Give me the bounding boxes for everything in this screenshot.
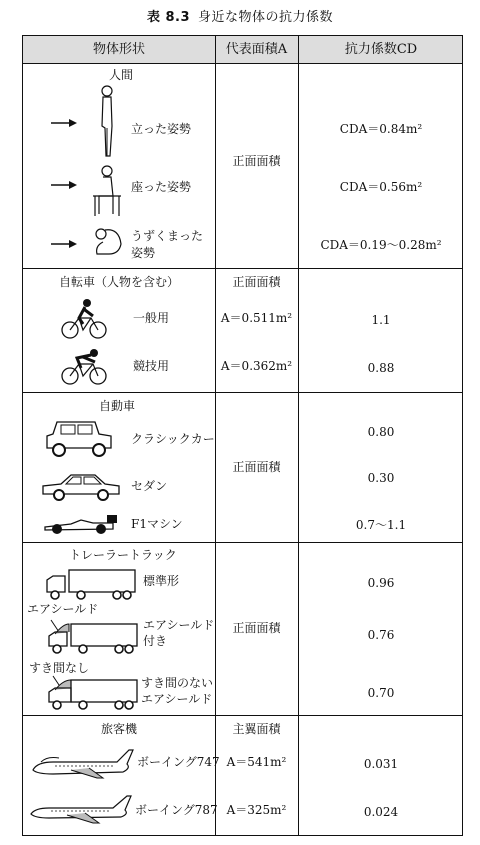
human-area: 正面面積	[232, 154, 281, 168]
plane-cd-787: 0.024	[363, 805, 399, 819]
group-title-car: 自動車	[99, 399, 136, 413]
arrow-icon	[51, 239, 77, 249]
car-cd-f1: 0.7〜1.1	[355, 518, 407, 532]
plane-area-747: A＝541m²	[226, 755, 287, 769]
arrow-icon	[51, 180, 77, 190]
table-caption	[0, 6, 480, 25]
group-title-plane: 旅客機	[101, 722, 138, 736]
car-label-f1: F1マシン	[131, 517, 183, 531]
airshield-truck-icon	[45, 618, 141, 656]
group-title-bicycle: 自転車（人物を含む）	[59, 275, 180, 289]
truck-cd-standard: 0.96	[367, 576, 395, 590]
bicycle-cd-general: 1.1	[371, 313, 391, 327]
group-title-human: 人間	[109, 68, 134, 82]
human-cd-crouching: CDA＝0.19〜0.28m²	[320, 238, 442, 252]
truck-cd-airshield: 0.76	[367, 628, 395, 642]
car-label-sedan: セダン	[131, 479, 168, 493]
truck-label-airshield-2: 付き	[143, 634, 168, 648]
table-header	[23, 36, 462, 64]
human-cd-sitting: CDA＝0.56m²	[339, 180, 423, 194]
truck-tag-airshield: エアシールド	[27, 602, 99, 616]
human-label-standing: 立った姿勢	[131, 122, 192, 136]
truck-label-no-gap-2: エアシールド	[141, 692, 213, 706]
truck-label-no-gap-1: すき間のない	[141, 676, 214, 690]
car-cd-sedan: 0.30	[367, 471, 395, 485]
header-shape: 物体形状	[92, 42, 145, 57]
car-cd-classic: 0.80	[367, 425, 395, 439]
bicycle-label-general: 一般用	[133, 311, 170, 325]
truck-area: 正面面積	[232, 621, 281, 635]
standard-truck-icon	[45, 568, 137, 602]
racing-bicycle-icon	[61, 346, 107, 386]
car-label-classic: クラシックカー	[131, 432, 215, 446]
plane-label-747: ボーイング747	[137, 755, 220, 769]
car-area: 正面面積	[232, 460, 281, 474]
bicycle-area: 正面面積	[232, 275, 281, 289]
bicycle-label-racing: 競技用	[133, 359, 170, 373]
human-label-sitting: 座った姿勢	[131, 180, 192, 194]
human-label-crouching-2: 姿勢	[131, 246, 156, 260]
table-number: 表 8.3	[146, 10, 191, 25]
table-title: 身近な物体の抗力係数	[198, 10, 334, 25]
truck-label-standard: 標準形	[143, 574, 180, 588]
boeing-787-icon	[29, 792, 133, 826]
truck-cd-no-gap: 0.70	[367, 686, 395, 700]
arrow-icon	[51, 118, 77, 128]
header-area: 代表面積A	[225, 42, 288, 57]
drag-coefficient-table	[22, 35, 463, 836]
standing-person-icon	[95, 84, 119, 160]
bicycle-area-general: A＝0.511m²	[220, 311, 293, 325]
boeing-747-icon	[31, 744, 135, 782]
plane-cd-747: 0.031	[363, 757, 399, 771]
human-cd-standing: CDA＝0.84m²	[339, 122, 423, 136]
plane-label-787: ボーイング787	[135, 803, 218, 817]
no-gap-truck-icon	[45, 674, 141, 714]
f1-car-icon	[41, 511, 121, 535]
plane-area: 主翼面積	[232, 722, 281, 736]
bicycle-area-racing: A＝0.362m²	[220, 359, 293, 373]
classic-car-icon	[43, 420, 115, 458]
crouching-person-icon	[89, 224, 127, 258]
sitting-person-icon	[89, 164, 125, 218]
truck-label-airshield-1: エアシールド	[143, 618, 215, 632]
header-cd: 抗力係数CD	[344, 42, 418, 57]
bicycle-cd-racing: 0.88	[367, 361, 395, 375]
human-label-crouching-1: うずくまった	[131, 229, 204, 243]
plane-area-787: A＝325m²	[226, 803, 287, 817]
group-title-truck: トレーラートラック	[69, 548, 177, 562]
truck-tag-no-gap: すき間なし	[29, 661, 90, 675]
bicycle-icon	[61, 298, 107, 340]
sedan-icon	[41, 472, 121, 502]
